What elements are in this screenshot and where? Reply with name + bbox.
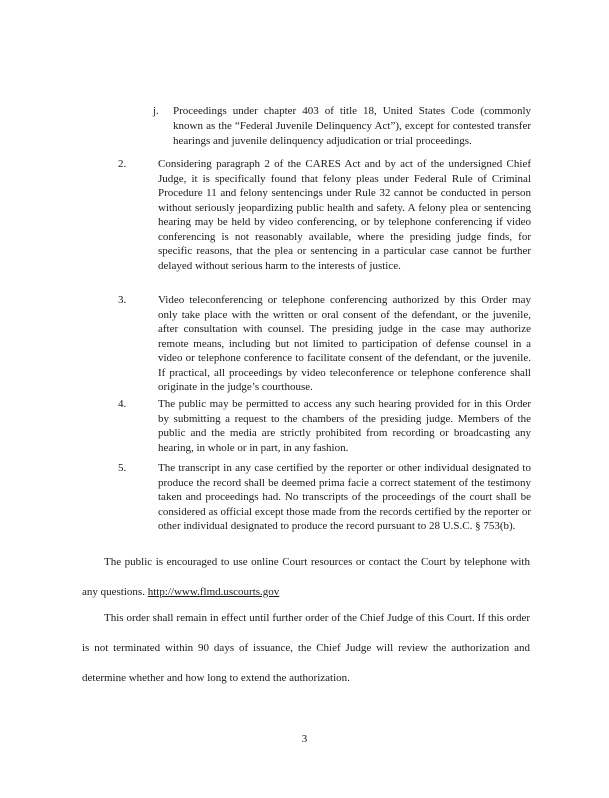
- list-item-j: [153, 104, 531, 149]
- numbered-item-5: [118, 461, 531, 534]
- item-number: 3.: [118, 294, 127, 306]
- item-number: 2.: [118, 158, 127, 170]
- item-number: 5.: [118, 462, 127, 474]
- item-text: The transcript in any case certified by the reporter or other individual designated to produce the record shall be deemed prima facie a correct statement of the testimony taken and proceedings had. No transcripts of the proceedings of the court shall be considered as official except those made from the records certified by the reporter or other individual designated to produce the record pursuant to 28 U.S.C. § 753(b).: [158, 462, 531, 532]
- numbered-item-3: [118, 293, 531, 395]
- item-text: The public may be permitted to access any such hearing provided for in this Order by submitting a request to the chambers of the presiding judge. Members of the public and the media are strictly prohibited from recording or broadcasting any hearing, in whole or in part, in any fashion.: [158, 398, 531, 454]
- numbered-item-2: [118, 157, 531, 273]
- order-effect-paragraph: [82, 603, 530, 693]
- item-number: 4.: [118, 398, 127, 410]
- paragraph-text: This order shall remain in effect until further order of the Chief Judge of this Court. If this order is not terminated within 90 days of issuance, the Chief Judge will review the authorization and determine whether and how long to extend the authorization.: [82, 612, 530, 684]
- public-resources-paragraph: [82, 547, 530, 607]
- item-text: Considering paragraph 2 of the CARES Act and by act of the undersigned Chief Judge, it is specifically found that felony pleas under Federal Rule of Criminal Procedure 11 and felony sentencings under Rule 32 cannot be conducted in person without seriously jeopardizing public health and safety. A felony plea or sentencing hearing may be held by video conferencing, or by telephone conferencing if video conferencing is not reasonably available, where the presiding judge finds, for specific reasons, that the plea or sentencing in a particular case cannot be further delayed without serious harm to the interests of justice.: [158, 158, 531, 272]
- numbered-item-4: [118, 397, 531, 455]
- paragraph-text: The public is encouraged to use online Court resources or contact the Court by telephone with any questions.: [82, 556, 530, 598]
- list-item-text: Proceedings under chapter 403 of title 18, United States Code (commonly known as the “Federal Juvenile Delinquency Act”), except for contested transfer hearings and juvenile delinquency adjudication or trial proceedings.: [173, 105, 531, 147]
- item-text: Video teleconferencing or telephone conferencing authorized by this Order may only take place with the written or oral consent of the defendant, or the juvenile, after consultation with counsel. The presiding judge in the case may authorize remote means, including but not limited to participation of defense counsel in a video or telephone conference to facilitate consent of the defendant, or the juvenile. If practical, all proceedings by video teleconference or telephone conference shall originate in the judge’s courthouse.: [158, 294, 531, 393]
- court-website-link[interactable]: http://www.flmd.uscourts.gov: [147, 586, 280, 598]
- page-number: 3: [301, 733, 308, 745]
- list-item-label: j.: [153, 105, 159, 117]
